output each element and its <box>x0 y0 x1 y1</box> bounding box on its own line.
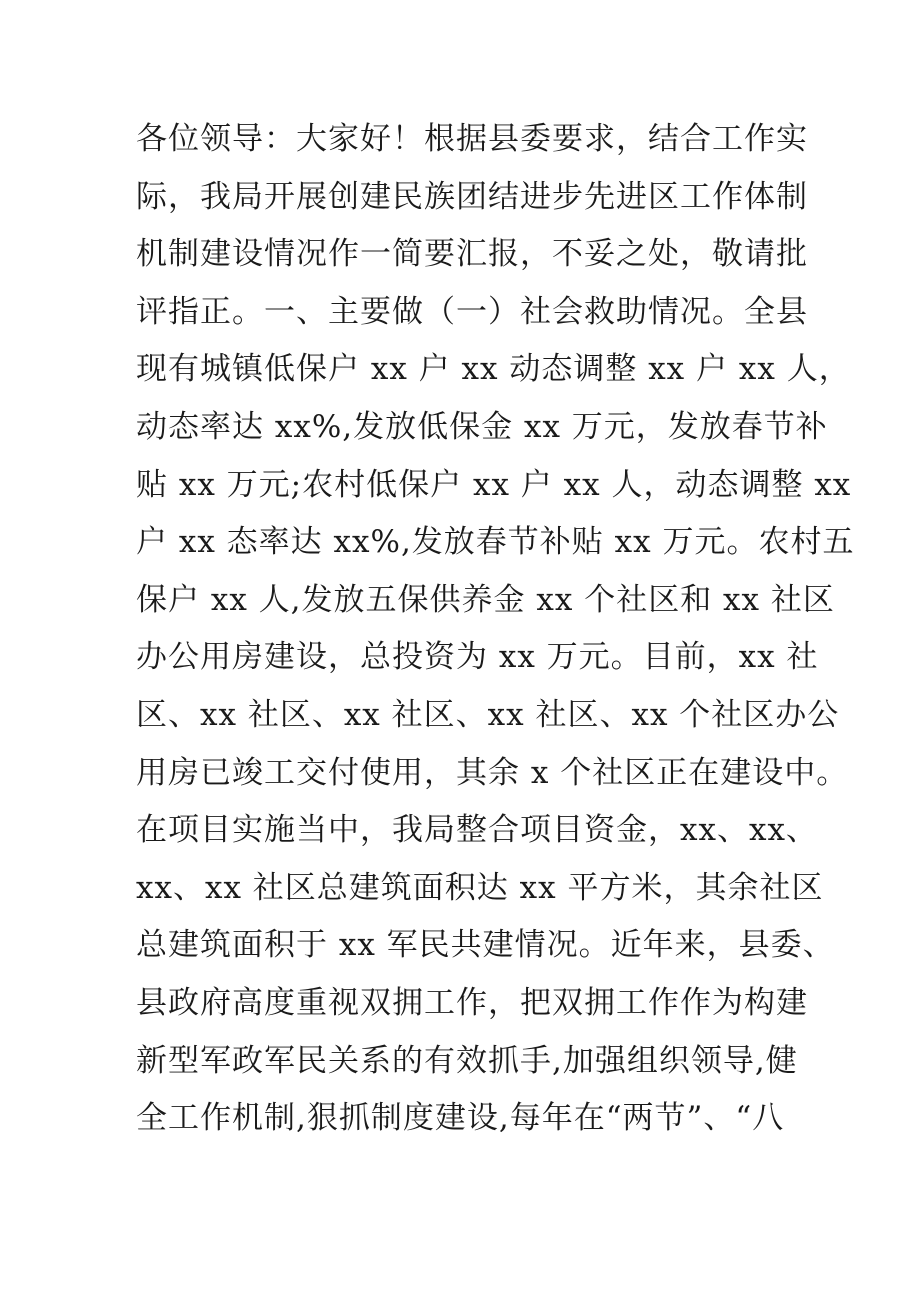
text-line: 机制建设情况作一简要汇报，不妥之处，敬请批 <box>136 236 808 273</box>
text-line: 现有城镇低保户 xx 户 xx 动态调整 xx 户 xx 人， <box>136 351 851 388</box>
body-text <box>136 111 855 1148</box>
text-line: xx、xx 社区总建筑面积达 xx 平方米，其余社区 <box>136 869 824 906</box>
text-line: 总建筑面积于 xx 军民共建情况。近年来，县委、 <box>136 927 835 964</box>
text-line: 新型军政军民关系的有效抓手,加强组织领导,健 <box>136 1042 798 1079</box>
text-line: 办公用房建设，总投资为 xx 万元。目前，xx 社 <box>136 639 819 676</box>
text-line: 动态率达 xx%,发放低保金 xx 万元，发放春节补 <box>136 408 828 445</box>
text-line: 县政府高度重视双拥工作，把双拥工作作为构建 <box>136 984 808 1021</box>
text-line: 户 xx 态率达 xx%,发放春节补贴 xx 万元。农村五 <box>136 524 855 561</box>
text-line: 贴 xx 万元;农村低保户 xx 户 xx 人，动态调整 xx <box>136 466 852 503</box>
text-line: 用房已竣工交付使用，其余 x 个社区正在建设中。 <box>136 754 849 791</box>
text-line: 各位领导：大家好！根据县委要求，结合工作实 <box>136 121 808 157</box>
text-line: 保户 xx 人,发放五保供养金 xx 个社区和 xx 社区 <box>136 581 835 618</box>
text-line: 际，我局开展创建民族团结进步先进区工作体制 <box>136 178 808 215</box>
text-line: 全工作机制,狠抓制度建设,每年在“两节”、“八 <box>136 1100 785 1137</box>
text-line: 区、xx 社区、xx 社区、xx 社区、xx 个社区办公 <box>136 696 840 733</box>
text-line: 评指正。一、主要做（一）社会救助情况。全县 <box>136 293 808 330</box>
text-line: 在项目实施当中，我局整合项目资金，xx、xx、 <box>136 812 818 849</box>
